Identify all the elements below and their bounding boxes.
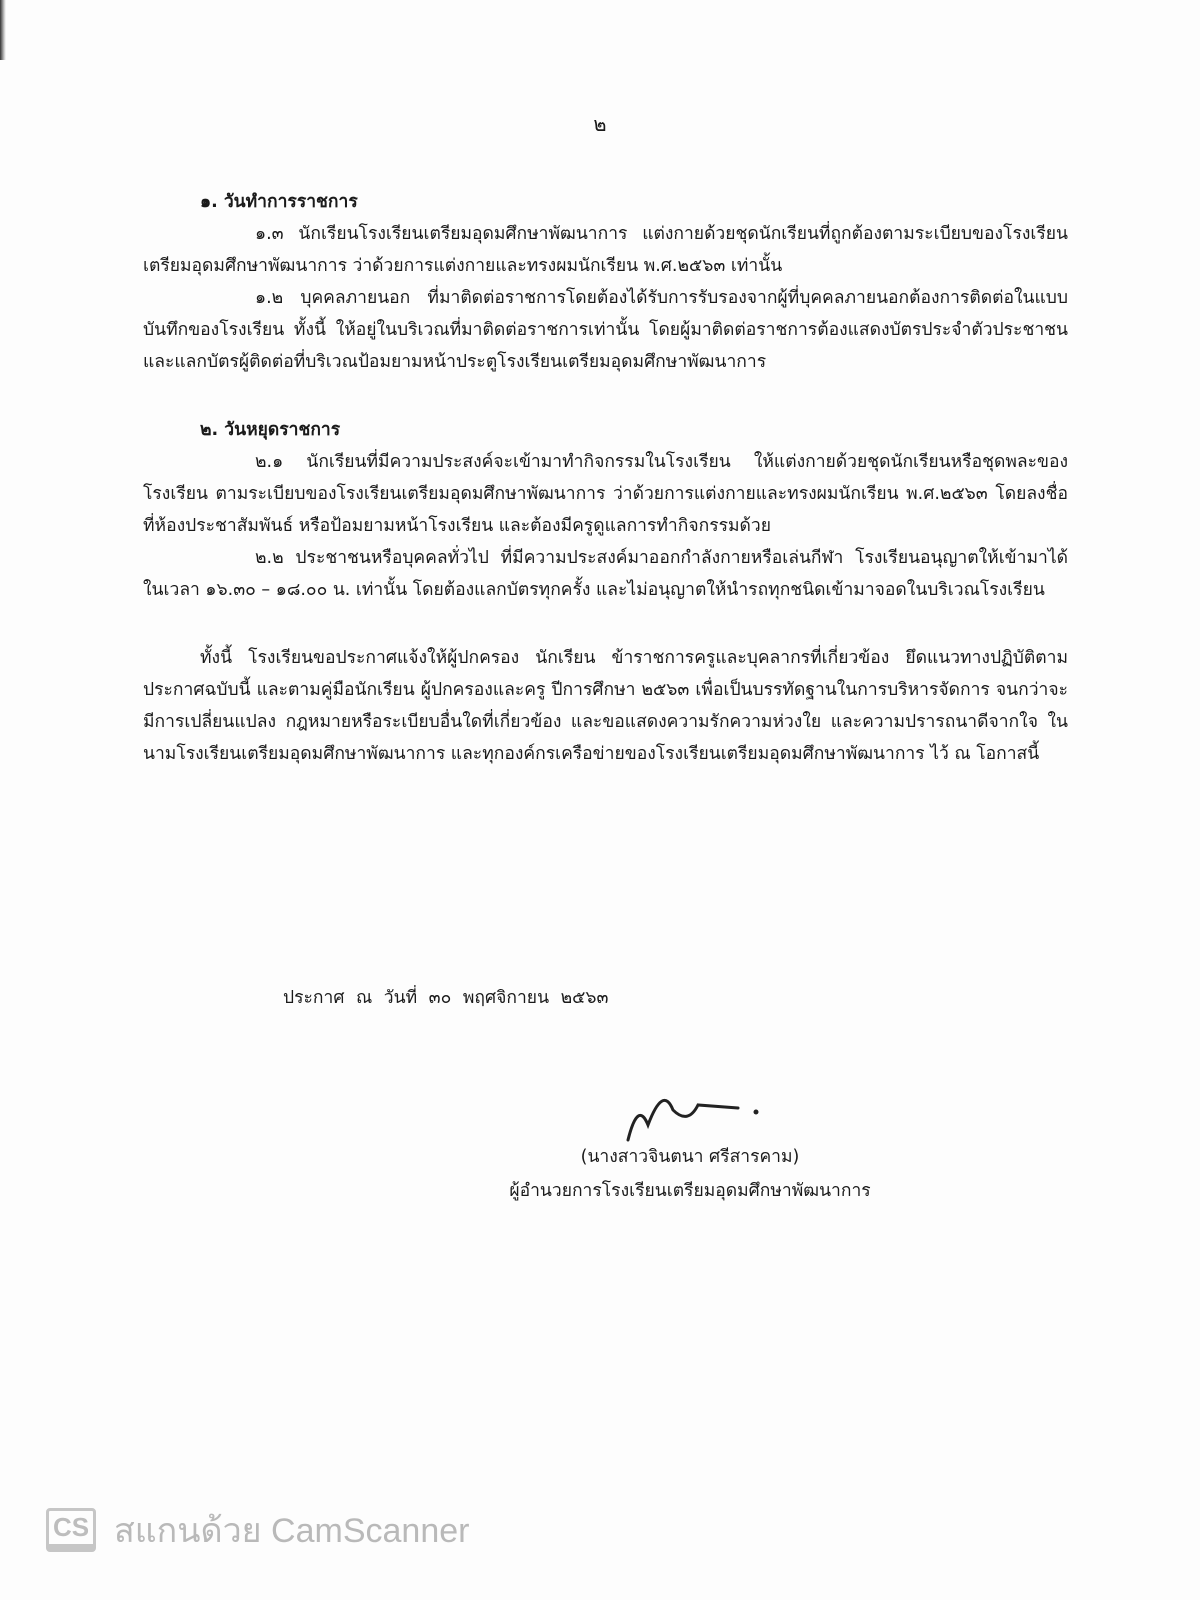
- announcement-date: ประกาศ ณ วันที่ ๓๐ พฤศจิกายน ๒๕๖๓: [283, 988, 609, 1008]
- item-1-1: ๑.๓ นักเรียนโรงเรียนเตรียมอุดมศึกษาพัฒนาการ แต่งกายด้วยชุดนักเรียนที่ถูกต้องตามระเบียบของโรงเรียนเตรียมอุดมศึกษาพัฒนาการ ว่าด้วยการแต่งกายและทรงผมนักเรียน พ.ศ.๒๕๖๓ เท่านั้น: [143, 224, 1068, 276]
- camscanner-logo-icon: CS: [46, 1508, 96, 1552]
- item-2-2: ๒.๒ ประชาชนหรือบุคคลทั่วไป ที่มีความประสงค์มาออกกำลังกายหรือเล่นกีฬา โรงเรียนอนุญาตให้เข้ามาได้ ในเวลา ๑๖.๓๐ – ๑๘.๐๐ น. เท่านั้น โดยต้องแลกบัตรทุกครั้ง และไม่อนุญาตให้นำรถทุกชนิดเข้ามาจอดในบริเวณโรงเรียน: [143, 548, 1068, 600]
- closing-paragraph: ทั้งนี้ โรงเรียนขอประกาศแจ้งให้ผู้ปกครอง นักเรียน ข้าราชการครูและบุคลากรที่เกี่ยวข้อง ยึดแนวทางปฏิบัติตามประกาศฉบับนี้ และตามคู่มือนักเรียน ผู้ปกครองและครู ปีการศึกษา ๒๕๖๓ เพื่อเป็นบรรทัดฐานในการบริหารจัดการ จนกว่าจะมีการเปลี่ยนแปลง กฎหมายหรือระเบียบอื่นใดที่เกี่ยวข้อง และขอแสดงความรักความห่วงใย และความปรารถนาดีจากใจ ในนามโรงเรียนเตรียมอุดมศึกษาพัฒนาการ และทุกองค์กรเครือข่ายของโรงเรียนเตรียมอุดมศึกษาพัฒนาการ ไว้ ณ โอกาสนี้: [143, 648, 1068, 764]
- signer-position: ผู้อำนวยการโรงเรียนเตรียมอุดมศึกษาพัฒนาการ: [509, 1181, 871, 1201]
- document-body: [143, 186, 1068, 770]
- scan-edge-shadow: [0, 0, 6, 60]
- page-number: ๒: [593, 112, 607, 136]
- item-1-2: ๑.๒ บุคคลภายนอก ที่มาติดต่อราชการโดยต้องได้รับการรับรองจากผู้ที่บุคคลภายนอกต้องการติดต่อในแบบบันทึกของโรงเรียน ทั้งนี้ ให้อยู่ในบริเวณที่มาติดต่อราชการเท่านั้น โดยผู้มาติดต่อราชการต้องแสดงบัตรประจำตัวประชาชนและแลกบัตรผู้ติดต่อที่บริเวณป้อมยามหน้าประตูโรงเรียนเตรียมอุดมศึกษาพัฒนาการ: [143, 288, 1068, 372]
- camscanner-watermark: [46, 1503, 469, 1557]
- signature-mark: [618, 1070, 778, 1150]
- item-2-1: ๒.๑ นักเรียนที่มีความประสงค์จะเข้ามาทำกิจกรรมในโรงเรียน ให้แต่งกายด้วยชุดนักเรียนหรือชุดพละของโรงเรียน ตามระเบียบของโรงเรียนเตรียมอุดมศึกษาพัฒนาการ ว่าด้วยการแต่งกายและทรงผมนักเรียน พ.ศ.๒๕๖๓ โดยลงชื่อที่ห้องประชาสัมพันธ์ หรือป้อมยามหน้าโรงเรียน และต้องมีครูดูแลการทำกิจกรรมด้วย: [143, 452, 1068, 536]
- signer-block: [440, 1140, 940, 1208]
- section-heading-working-days: ๑. วันทำการราชการ: [200, 192, 358, 212]
- watermark-text: สแกนด้วย CamScanner: [114, 1512, 470, 1550]
- signer-name: (นางสาวจินตนา ศรีสารคาม): [580, 1147, 800, 1167]
- section-heading-holidays: ๒. วันหยุดราชการ: [200, 420, 341, 440]
